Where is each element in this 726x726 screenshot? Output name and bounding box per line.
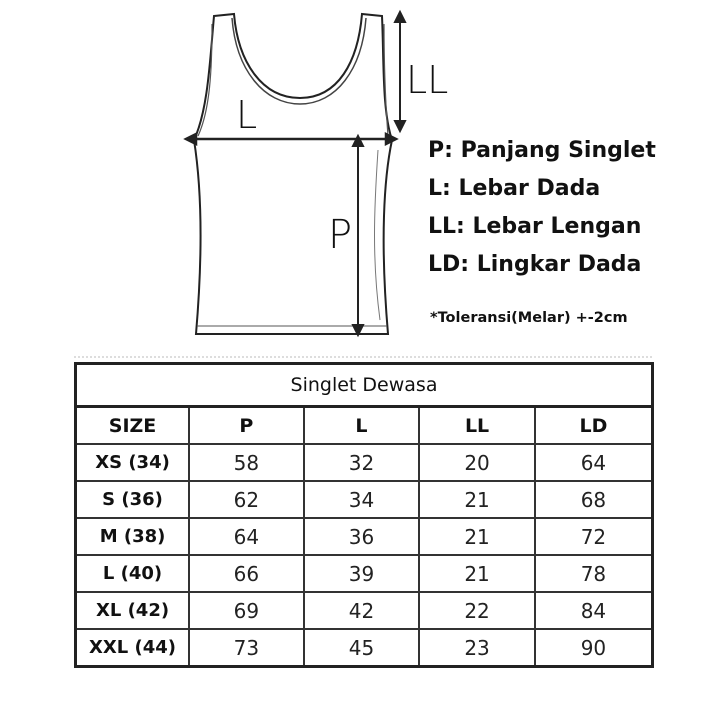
- tolerance-note: *Toleransi(Melar) +-2cm: [430, 310, 628, 326]
- value-cell: 34: [304, 481, 420, 518]
- value-cell: 73: [189, 629, 304, 667]
- value-cell: 64: [535, 444, 653, 481]
- value-cell: 58: [189, 444, 304, 481]
- armhole-arrow: [395, 12, 405, 131]
- size-chart-table: [74, 362, 654, 668]
- header-size: SIZE: [76, 407, 190, 445]
- label-ll: LL: [406, 58, 449, 102]
- table-title: Singlet Dewasa: [76, 364, 653, 407]
- table-row: [76, 555, 653, 592]
- value-cell: 78: [535, 555, 653, 592]
- value-cell: 90: [535, 629, 653, 667]
- value-cell: 36: [304, 518, 420, 555]
- size-cell: S (36): [76, 481, 190, 518]
- size-cell: M (38): [76, 518, 190, 555]
- value-cell: 68: [535, 481, 653, 518]
- value-cell: 64: [189, 518, 304, 555]
- value-cell: 42: [304, 592, 420, 629]
- value-cell: 45: [304, 629, 420, 667]
- label-l: L: [236, 93, 258, 137]
- table-row: [76, 481, 653, 518]
- table-header-row: [76, 407, 653, 445]
- table-title-row: [76, 364, 653, 407]
- header-l: L: [304, 407, 420, 445]
- value-cell: 69: [189, 592, 304, 629]
- value-cell: 32: [304, 444, 420, 481]
- size-cell: XXL (44): [76, 629, 190, 667]
- value-cell: 22: [419, 592, 535, 629]
- legend-item-p: P: Panjang Singlet: [428, 138, 656, 163]
- value-cell: 21: [419, 481, 535, 518]
- table-row: [76, 592, 653, 629]
- size-cell: XL (42): [76, 592, 190, 629]
- value-cell: 72: [535, 518, 653, 555]
- value-cell: 84: [535, 592, 653, 629]
- measurement-legend: [428, 132, 656, 284]
- value-cell: 20: [419, 444, 535, 481]
- table-row: [76, 444, 653, 481]
- singlet-outline: [194, 14, 392, 334]
- value-cell: 39: [304, 555, 420, 592]
- value-cell: 21: [419, 518, 535, 555]
- table-row: [76, 518, 653, 555]
- value-cell: 21: [419, 555, 535, 592]
- value-cell: 23: [419, 629, 535, 667]
- header-ll: LL: [419, 407, 535, 445]
- legend-item-l: L: Lebar Dada: [428, 176, 601, 201]
- size-cell: XS (34): [76, 444, 190, 481]
- legend-item-ld: LD: Lingkar Dada: [428, 252, 642, 277]
- legend-item-ll: LL: Lebar Lengan: [428, 214, 642, 239]
- value-cell: 66: [189, 555, 304, 592]
- label-p: P: [328, 212, 353, 258]
- value-cell: 62: [189, 481, 304, 518]
- size-cell: L (40): [76, 555, 190, 592]
- header-p: P: [189, 407, 304, 445]
- header-ld: LD: [535, 407, 653, 445]
- table-row: [76, 629, 653, 667]
